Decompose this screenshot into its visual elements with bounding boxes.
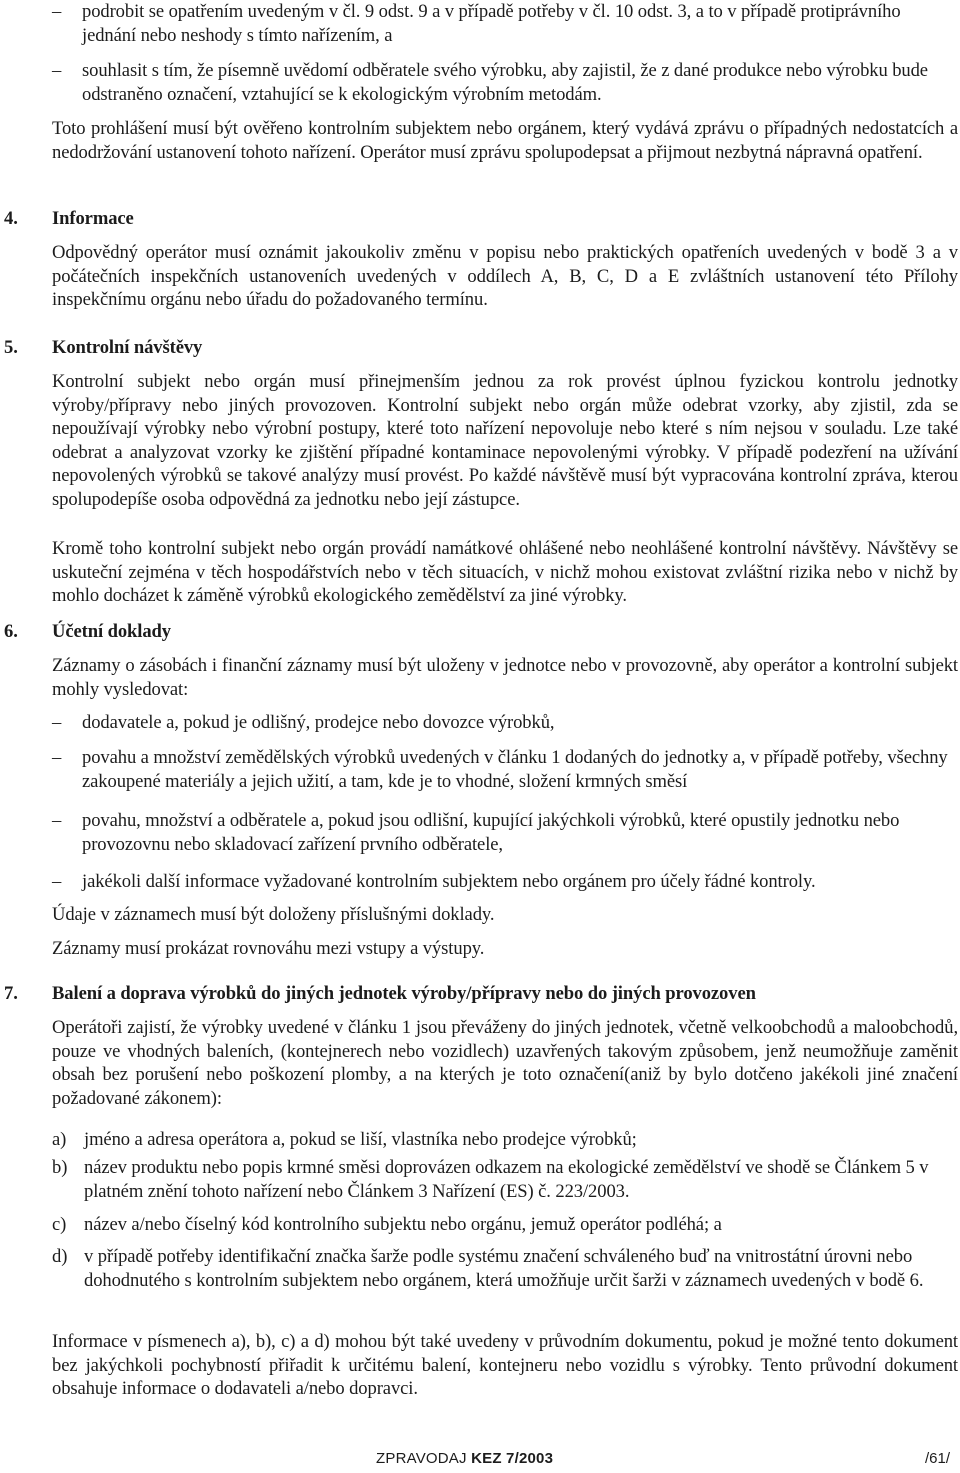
list-item	[52, 1213, 958, 1237]
section-title: Kontrolní návštěvy	[52, 337, 203, 358]
footer-publication	[376, 1450, 553, 1467]
publication-name: ZPRAVODAJ	[376, 1450, 467, 1467]
paragraph: Odpovědný operátor musí oznámit jakoukoliv změnu v popisu nebo praktických opatřeních uvedených v bodě 3 a v počátečních inspekčních ustanoveních uvedených v oddílech A, B, C, D a E zvláštních ustanovení této Přílohy inspekčnímu orgánu nebo úřadu do požadovaného termínu.	[52, 242, 958, 310]
section-number: 5.	[4, 337, 18, 358]
list-item	[52, 1245, 958, 1292]
section-number: 7.	[4, 983, 18, 1004]
paragraph: Kromě toho kontrolní subjekt nebo orgán provádí namátkové ohlášené nebo neohlášené kontrolní návštěvy. Návštěvy se uskuteční zejména v těch hospodářstvích nebo v těch situacích, v nichž mohou existovat zvláštní rizika nebo v nichž by mohlo docházet k záměně výrobků ekologického zemědělství za jiné výrobky.	[52, 538, 958, 606]
page-number: /61/	[925, 1450, 951, 1467]
dash-bullet: –	[52, 60, 62, 81]
section-title: Účetní doklady	[52, 621, 171, 642]
dash-bullet: –	[52, 1, 62, 22]
list-marker: a)	[52, 1129, 67, 1150]
list-item-text: jméno a adresa operátora a, pokud se liší, vlastníka nebo prodejce výrobků;	[84, 1129, 637, 1150]
paragraph: Záznamy musí prokázat rovnováhu mezi vstupy a výstupy.	[52, 938, 485, 959]
list-item	[52, 809, 957, 856]
list-item	[52, 870, 957, 894]
list-item	[52, 1156, 958, 1203]
list-item-text: název a/nebo číselný kód kontrolního subjektu nebo orgánu, jemuž operátor podléhá; a	[84, 1214, 722, 1235]
section-title: Informace	[52, 208, 134, 229]
section-heading	[4, 336, 202, 360]
list-item-text: v případě potřeby identifikační značka šarže podle systému značení schváleného buď na vnitrostátní úrovni nebo dohodnutého s kontrolním subjektem nebo orgánem, která umožňuje určit šarži v záznamech uvedených v bodě 6.	[84, 1246, 924, 1291]
dash-bullet: –	[52, 810, 62, 831]
list-item-text: jakékoli další informace vyžadované kontrolním subjektem nebo orgánem pro účely řádné kontroly.	[82, 871, 816, 892]
list-item	[52, 59, 957, 106]
section-heading	[4, 982, 954, 1006]
list-marker: b)	[52, 1157, 68, 1178]
section-heading	[4, 207, 134, 231]
paragraph: Informace v písmenech a), b), c) a d) mohou být také uvedeny v průvodním dokumentu, pokud je možné tento dokument bez jakýchkoli pochybností přiřadit k určitému balení, kontejneru nebo vozidlu s výrobky. Tento průvodní dokument obsahuje informace o dodavateli a/nebo dopravci.	[52, 1331, 958, 1399]
list-item	[52, 711, 957, 735]
list-item	[52, 1128, 958, 1152]
paragraph: Operátoři zajistí, že výrobky uvedené v článku 1 jsou převáženy do jiných jednotek, včetně velkoobchodů a maloobchodů, pouze ve vhodných baleních, (kontejnerech nebo vozidlech) uzavřených takovým způsobem, jenž neumožňuje zaměnit obsah bez porušení nebo poškození plomby, a na kterých je toto označení(aniž by bylo dotčeno jakékoli jiné značení požadované zákonem):	[52, 1017, 958, 1109]
section-title: Balení a doprava výrobků do jiných jednotek výroby/přípravy nebo do jiných provozoven	[52, 983, 756, 1004]
list-marker: d)	[52, 1246, 68, 1267]
paragraph: Záznamy o zásobách i finanční záznamy musí být uloženy v jednotce nebo v provozovně, aby operátor a kontrolní subjekt mohly vysledovat:	[52, 655, 958, 700]
dash-bullet: –	[52, 871, 62, 892]
list-item-text: název produktu nebo popis krmné směsi doprovázen odkazem na ekologické zemědělství ve shodě se Článkem 5 v platném znění tohoto nařízení nebo Článkem 3 Nařízení (ES) č. 223/2003.	[84, 1157, 929, 1202]
list-marker: c)	[52, 1214, 67, 1235]
dash-bullet: –	[52, 712, 62, 733]
list-item-text: podrobit se opatřením uvedeným v čl. 9 odst. 9 a v případě potřeby v čl. 10 odst. 3, a to v případě protiprávního jednání nebo neshody s tímto nařízením, a	[82, 1, 901, 46]
list-item-text: povahu, množství a odběratele a, pokud jsou odlišní, kupující jakýchkoli výrobků, které opustily jednotku nebo provozovnu nebo skladovací zařízení prvního odběratele,	[82, 810, 900, 855]
paragraph: Údaje v záznamech musí být doloženy příslušnými doklady.	[52, 904, 495, 925]
dash-bullet: –	[52, 747, 62, 768]
section-heading	[4, 620, 171, 644]
list-item-text: dodavatele a, pokud je odlišný, prodejce nebo dovozce výrobků,	[82, 712, 555, 733]
paragraph: Kontrolní subjekt nebo orgán musí přinejmenším jednou za rok provést úplnou fyzickou kontrolu jednotky výroby/přípravy nebo jiných provozoven. Kontrolní subjekt nebo orgán může odebrat vzorky, aby zjistil, zda se nepoužívají výrobky nebo výrobní postupy, které toto nařízení nepovoluje nebo které s ním nejsou v souladu. Lze také odebrat a analyzovat vzorky ke zjištění případné kontaminace nepovolenými výrobky. V případě podezření na užívání nepovolených výrobků se takové analýzy musí provést. Po každé návštěvě musí být vypracována kontrolní zpráva, kterou spolupodepíše osoba odpovědná za jednotku nebo její zástupce.	[52, 371, 958, 510]
paragraph: Toto prohlášení musí být ověřeno kontrolním subjektem nebo orgánem, který vydává zprávu o případných nedostatcích a nedodržování ustanovení tohoto nařízení. Operátor musí zprávu spolupodepsat a přijmout nezbytná nápravná opatření.	[52, 118, 958, 163]
list-item	[52, 746, 957, 793]
list-item-text: povahu a množství zemědělských výrobků uvedených v článku 1 dodaných do jednotky a, v případě potřeby, všechny zakoupené materiály a jejich užití, a tam, kde je to vhodné, složení krmných směsí	[82, 747, 948, 792]
list-item	[52, 0, 957, 47]
section-number: 4.	[4, 208, 18, 229]
section-number: 6.	[4, 621, 18, 642]
list-item-text: souhlasit s tím, že písemně uvědomí odběratele svého výrobku, aby zajistil, že z dané produkce nebo výrobku bude odstraněno označení, vztahující se k ekologickým výrobním metodám.	[82, 60, 928, 105]
issue-number: KEZ 7/2003	[471, 1450, 554, 1467]
